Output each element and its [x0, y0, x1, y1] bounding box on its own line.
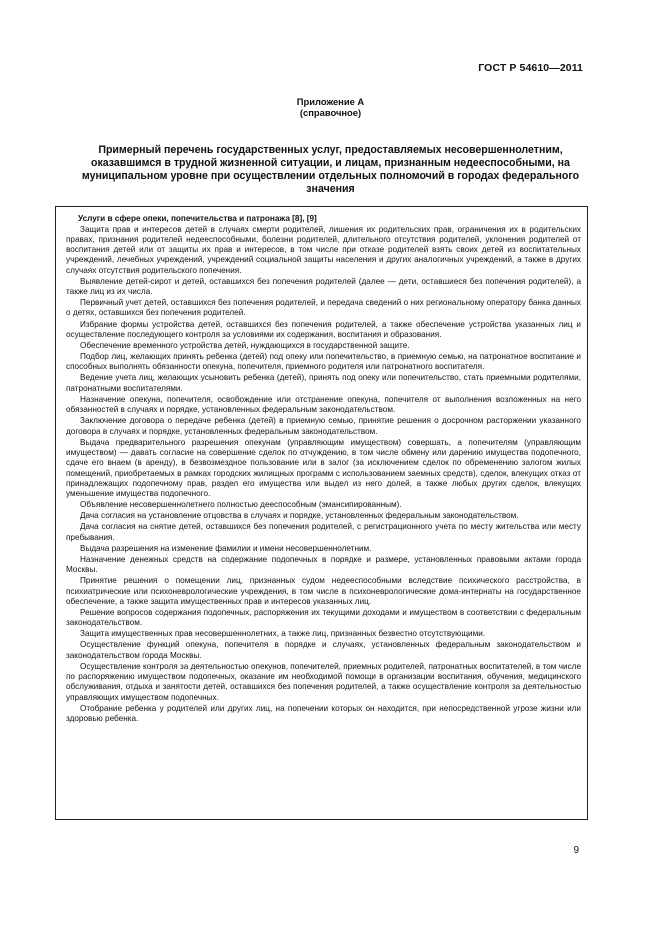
paragraph: Объявление несовершеннолетнего полностью дееспособным (эмансипированным).	[80, 500, 402, 510]
paragraph: Подбор лиц, желающих принять ребенка (детей) под опеку или попечительство, в приемную семью, на патронатное воспитание и способных выполнять обязанности опекуна, попечителя, приемного родителя или патронатного воспитателя.	[66, 352, 581, 372]
paragraph: Отобрание ребенка у родителей или других лиц, на попечении которых он находится, при непосредственной угрозе жизни или здоровью ребенка.	[66, 703, 581, 724]
annex-subtitle: (справочное)	[299, 107, 362, 118]
paragraph: Выдача предварительного разрешения опекунам (управляющим имуществом) совершать, а попечителям (управляющим имуществом) — давать согласие на совершение сделок по отчуждению, в том числе обмену или дарению имущества подопечного, сдаче его внаем (в аренду), в безвозмездное пользование или в залог (за исключением сделок по обременению залогом жилых помещений, приобретаемых в рамках городских жилищных программ с использованием заемных средств), сделок, влекущих отказ от принадлежащих подопечному прав, раздел его имущества или выдел из него долей, а также любых других сделок, влекущих уменьшение имущества подопечного.	[66, 437, 581, 499]
paragraph: Первичный учет детей, оставшихся без попечения родителей, и передача сведений о них региональному оператору банка данных о детях, оставшихся без попечения родителей.	[66, 298, 581, 318]
paragraph: Защита имущественных прав несовершеннолетних, а также лиц, признанных безвестно отсутствующими.	[80, 629, 486, 639]
paragraph: Осуществление контроля за деятельностью опекунов, попечителей, приемных родителей, патронатных воспитателей, в том числе по распоряжению имуществом подопечных, оказание им необходимой помощи в организации воспитания, обучения, медицинского обслуживания, отдыха и занятости детей, оставшихся без попечения родителей, а также осуществление контроля за деятельностью управляющих имуществом подопечных.	[66, 661, 581, 702]
paragraph: Назначение опекуна, попечителя, освобождение или отстранение опекуна, попечителя от выполнения возложенных на него обязанностей в случаях и порядке, установленных федеральным законодательством.	[66, 394, 581, 415]
paragraph: Ведение учета лиц, желающих усыновить ребенка (детей), принять под опеку или попечительство, стать приемными родителями, патронатными воспитателями.	[66, 373, 581, 393]
services-frame	[55, 206, 588, 820]
document-title: Примерный перечень государственных услуг, предоставляемых несовершеннолетним, оказавшимся в трудной жизненной ситуации, и лицам, признанным недееспособными, на муниципальном уровне при осуществлении отдельных полномочий в городах федерального значения	[81, 144, 580, 195]
paragraph: Выдача разрешения на изменение фамилии и имени несовершеннолетним.	[80, 543, 372, 553]
paragraph: Выявление детей-сирот и детей, оставшихся без попечения родителей (далее — дети, оставшиеся без попечения родителей), а также лиц из их числа.	[66, 276, 581, 297]
annex-heading	[0, 96, 661, 118]
paragraph: Дача согласия на установление отцовства в случаях и порядке, установленных федеральным законодательством.	[80, 511, 519, 521]
paragraph: Осуществление функций опекуна, попечителя в порядке и случаях, установленных федеральным законодательством и законодательством города Москвы.	[66, 640, 581, 660]
paragraph: Заключение договора о передаче ребенка (детей) в приемную семью, принятие решения о досрочном расторжении указанного договора в случаях и порядке, установленных федеральным законодательством.	[66, 416, 581, 436]
standard-number: ГОСТ Р 54610—2011	[478, 62, 583, 74]
page-number: 9	[573, 845, 579, 856]
paragraph: Дача согласия на снятие детей, оставшихся без попечения родителей, с регистрационного учета по месту жительства или месту пребывания.	[66, 522, 581, 542]
paragraph: Назначение денежных средств на содержание подопечных в порядке и размере, установленных правовыми актами города Москвы.	[66, 554, 581, 575]
paragraph: Обеспечение временного устройства детей, нуждающихся в государственной защите.	[80, 340, 410, 350]
section-title: Услуги в сфере опеки, попечительства и патронажа [8], [9]	[78, 214, 317, 223]
paragraph: Принятие решения о помещении лиц, признанных судом недееспособными вследствие психического расстройства, в психиатрические или психоневрологические учреждения, в том числе в психоневрологические дома-интернаты на государственное обеспечение, а также защита имущественных прав и интересов указанных лиц.	[66, 576, 581, 606]
paragraph: Решение вопросов содержания подопечных, распоряжения их текущими доходами и имуществом в соответствии с федеральным законодательством.	[66, 607, 581, 628]
paragraph: Избрание формы устройства детей, оставшихся без попечения родителей, а также обеспечение устройства указанных лиц и осуществление последующего контроля за условиями их содержания, воспитания и образования.	[66, 319, 581, 339]
annex-title: Приложение А	[296, 96, 365, 107]
paragraph: Защита прав и интересов детей в случаях смерти родителей, лишения их родительских прав, ограничения их в родительских правах, признания родителей недееспособными, болезни родителей, длительного отсутствия родителей, уклонения родителей от воспитания детей или от защиты их прав и интересов, в том числе при отказе родителей взять своих детей из воспитательных учреждений, лечебных учреждений, учреждений социальной защиты населения и других аналогичных учреждений, а также в других случаях отсутствия родительского попечения.	[66, 224, 581, 275]
